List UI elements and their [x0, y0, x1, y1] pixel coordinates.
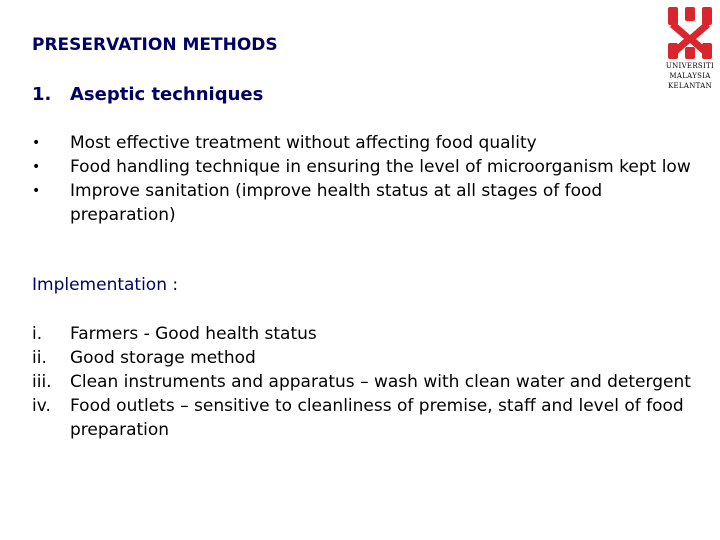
logo-text-line: KELANTAN [667, 82, 713, 90]
section-heading-text: Aseptic techniques [70, 84, 264, 105]
bullet-list [32, 131, 692, 227]
university-logo [664, 5, 716, 97]
list-marker: i. [32, 324, 43, 344]
bullet-text: Most effective treatment without affecting food quality [70, 133, 537, 153]
list-item-text: Food outlets – sensitive to cleanliness of premise, staff and level of food preparation [70, 396, 684, 440]
list-item [32, 370, 692, 394]
logo-text-line: UNIVERSITI [665, 62, 715, 70]
list-marker: ii. [32, 348, 47, 368]
bullet-marker: • [32, 159, 41, 175]
bullet-text: Food handling technique in ensuring the level of microorganism kept low [70, 157, 691, 177]
bullet-item [32, 155, 692, 179]
bullet-marker: • [32, 135, 41, 151]
section-number: 1. [32, 84, 52, 105]
list-item [32, 322, 692, 346]
logo-text [664, 61, 716, 91]
implementation-list [32, 322, 692, 442]
list-item [32, 346, 692, 370]
list-item-text: Good storage method [70, 348, 256, 368]
bullet-item [32, 179, 692, 227]
list-marker: iv. [32, 396, 51, 416]
umk-logo-mark-icon [664, 5, 716, 61]
slide-title: PRESERVATION METHODS [32, 35, 278, 55]
logo-text-line: MALAYSIA [669, 72, 711, 80]
bullet-text: Improve sanitation (improve health status at all stages of food preparation) [70, 181, 603, 225]
list-item [32, 394, 692, 442]
list-marker: iii. [32, 372, 52, 392]
bullet-marker: • [32, 183, 41, 199]
list-item-text: Clean instruments and apparatus – wash with clean water and detergent [70, 372, 691, 392]
implementation-heading: Implementation : [32, 275, 179, 295]
section-heading [32, 84, 263, 105]
bullet-item [32, 131, 692, 155]
list-item-text: Farmers - Good health status [70, 324, 317, 344]
